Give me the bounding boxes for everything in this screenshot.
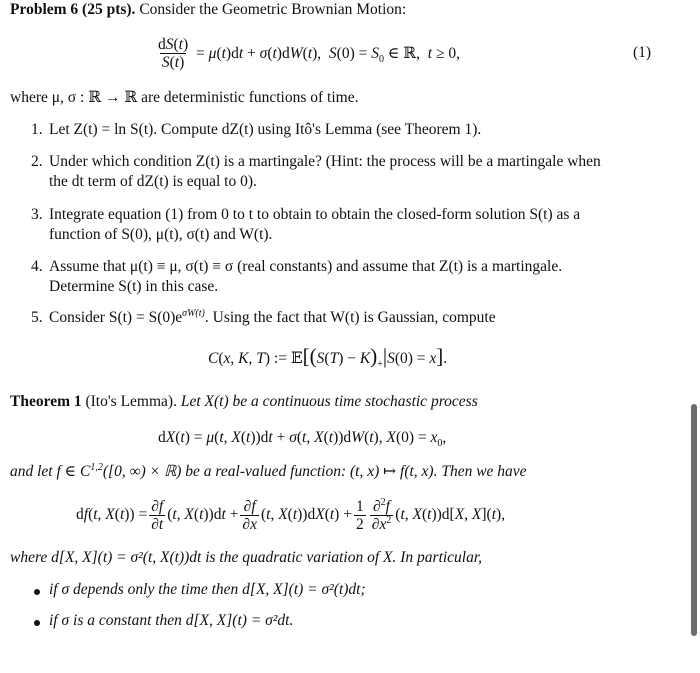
item-1-number: 1. — [31, 121, 43, 138]
item-4-number: 4. — [31, 258, 43, 275]
equation-ito-formula: df(t, X(t)) = $\frac{\partial f}{\partial t}$ (t, X(t))dt + $\frac{\partial f}{\partial x}$ (t, X(t))dX(t) + $\frac{1}{2}$ $\frac{\partial^2f}{\partial x^2}$ (t, X(t))d[X, X](t), — [76, 496, 506, 533]
item-3-line-1: Integrate equation (1) from 0 to t to obtain to obtain the closed-form solution S(t) as a — [49, 206, 581, 223]
bullet-2-text: if σ is a constant then d[X, X](t) = σ²dt. — [49, 612, 294, 629]
item-5-text-b: . Using the fact that W(t) is Gaussian, compute — [204, 309, 496, 326]
problem-heading-line — [10, 0, 406, 20]
item-5-number: 5. — [31, 309, 43, 326]
partial-t-fraction: $\frac{\partial f}{\partial t}$ — [151, 497, 164, 533]
item-4-line-2: Determine S(t) in this case. — [49, 278, 219, 295]
item-2-line-1: Under which condition Z(t) is a martingale? (Hint: the process will be a martingale when — [49, 153, 601, 170]
and-let-line — [10, 462, 527, 482]
item-3-line-2: function of S(0), μ(t), σ(t) and W(t). — [49, 226, 273, 243]
theorem-name: (Ito's Lemma). — [85, 393, 177, 410]
item-1-line-1: Let Z(t) = ln S(t). Compute dZ(t) using Itô's Lemma (see Theorem 1). — [49, 121, 482, 138]
equation-1-tag: (1) — [633, 44, 652, 61]
item-3-number: 3. — [31, 206, 43, 223]
bullet-dot-1 — [34, 589, 40, 595]
and-let-text-a: and let f ∈ C — [10, 463, 91, 480]
second-partial-fraction: $\frac{\partial^2f}{\partial x^2}$ — [371, 496, 392, 533]
bullet-1-text: if σ depends only the time then d[X, X](t) = σ²(t)dt; — [49, 581, 366, 598]
scrollbar-thumb[interactable] — [691, 404, 697, 636]
item-4-line-1: Assume that μ(t) ≡ μ, σ(t) ≡ σ (real constants) and assume that Z(t) is a martingale. — [49, 258, 563, 275]
one-half-fraction: $\frac{1}{2}$ — [355, 497, 364, 533]
bullet-dot-2 — [34, 620, 40, 626]
item-2-number: 2. — [31, 153, 43, 170]
problem-intro: Consider the Geometric Brownian Motion: — [139, 1, 407, 18]
item-5-line-1 — [49, 308, 496, 328]
and-let-text-b: ([0, ∞) × ℝ) be a real-valued function: (t, x) ↦ f(t, x). Then we have — [102, 463, 527, 480]
where-quadratic-line: where d[X, X](t) = σ²(t, X(t))dt is the quadratic variation of X. In particular, — [10, 549, 483, 566]
equation-1: $\frac{dS(t)}{S(t)}$ = μ(t)dt + σ(t)dW(t), $S(0) = S_0$ ∈ ℝ, t ≥ 0, — [158, 35, 460, 71]
theorem-label: Theorem 1 — [10, 393, 82, 410]
equation-sde: dX(t) = μ(t, X(t))dt + σ(t, X(t))dW(t), $X(0) = x_0$, — [158, 429, 447, 450]
item-5-text-a: Consider S(t) = S(0)e — [49, 309, 183, 326]
eq1-fraction: $\frac{dS(t)}{S(t)}$ — [158, 35, 189, 71]
where-text: where μ, σ : ℝ → ℝ are deterministic functions of time. — [10, 89, 359, 106]
item-2-line-2: the dt term of dZ(t) is equal to 0). — [49, 173, 257, 190]
equation-call-price: C(x, K, T) := 𝔼[(S(T) − $K)_+|S(0) = x$]. — [208, 343, 448, 370]
partial-x-fraction: $\frac{\partial f}{\partial x}$ — [242, 497, 257, 533]
theorem-statement: Let X(t) be a continuous time stochastic process — [180, 393, 478, 410]
and-let-exponent: 1,2 — [90, 461, 103, 473]
theorem-heading-line — [10, 392, 478, 412]
item-5-exponent: σW(t) — [182, 307, 205, 319]
problem-header: Problem 6 (25 pts). — [10, 1, 136, 18]
